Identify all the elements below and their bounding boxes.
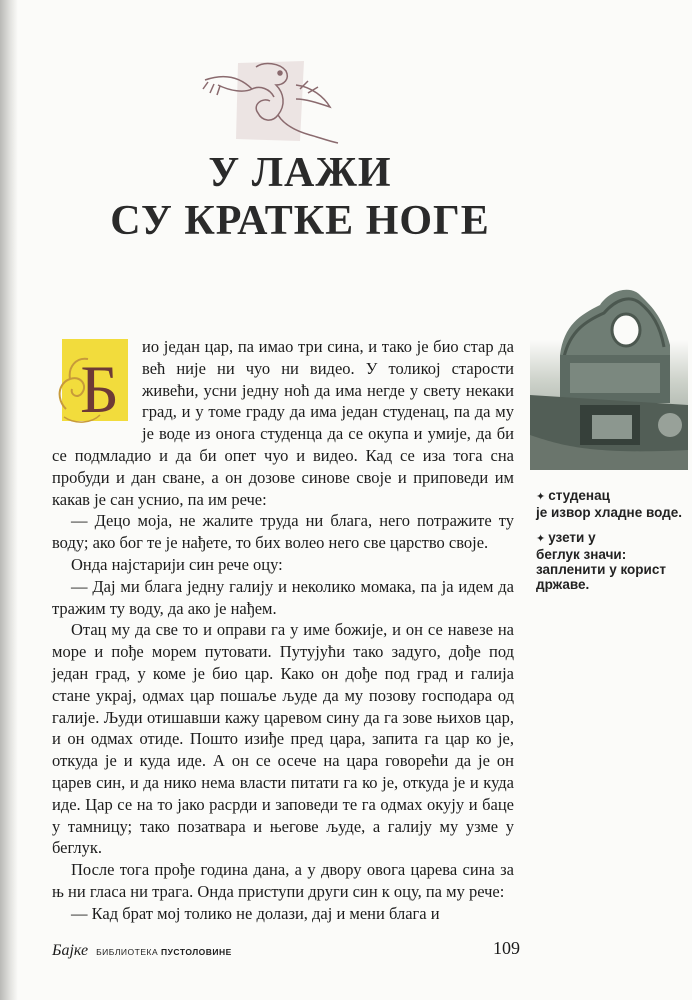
- paragraph-4: — Дај ми блага једну галију и неколико момака, па ја идем да тражим ту воду, да ако је нађем.: [52, 576, 514, 618]
- footer-series: [96, 947, 232, 957]
- footer-book-title: Бајке: [52, 942, 89, 959]
- title-line-2: СУ КРАТКЕ НОГЕ: [110, 198, 490, 244]
- glossary-note-1: [536, 488, 686, 520]
- bullet-icon: ✦: [536, 533, 546, 545]
- glossary-term-2: узети у: [548, 530, 596, 545]
- page-binding-shadow: [0, 0, 18, 1000]
- glossary-definition-1: је извор хладне воде.: [536, 505, 682, 520]
- paragraph-6: После тога прође година дана, а у двору овога царева сина за њ ни гласа ни трага. Онда приступи други син к оцу, па му рече:: [52, 860, 514, 901]
- paragraph-3: Онда најстарији син рече оцу:: [71, 554, 283, 574]
- glossary-note-2: [536, 530, 686, 592]
- bullet-icon: ✦: [536, 491, 546, 503]
- dragon-ornament: [200, 55, 340, 145]
- footer-series-light: БИБЛИОТЕКА: [96, 947, 159, 957]
- page-number: 109: [493, 938, 520, 958]
- glossary-definition-2: беглук значи: запленити у корист државе.: [536, 547, 666, 592]
- paragraph-1: ио један цар, па имао три сина, и тако је био стар да већ није ни чуо ни видео. У толикој старости живећи, усни једну ноћ да има негде у свету некаки град, и у томе граду да има један студенац, па да му је воде из онога студенца да се окупа и умије, да би се подмладио и да би опет чуо и видео. Кад се иза тога сна пробуди и дан сване, а он дозове синове своје и приповеди им какав је сан уснио, па им рече:: [52, 337, 514, 509]
- story-text: [52, 336, 514, 925]
- paragraph-7: — Кад брат мој толико не долази, дај и мени блага и: [71, 903, 440, 923]
- glossary-term-1: студенац: [548, 488, 610, 503]
- drop-cap: [52, 339, 134, 427]
- fountain-photo: [530, 285, 688, 470]
- sidebar-glossary: [536, 488, 686, 602]
- paragraph-5: Отац му да све то и оправи га у име божије, и он се навезе на море и пође морем путовати. Путујући тако задуго, дође под један град, у коме је био цар. Како он дође под град и галија стане украј, одмах цар пошаље људе да му позову господара од галије. Људи отишавши кажу царевом сину да га зове њихов цар, и он одмах отиде. Пошто изиђе пред цара, запита га цар ко је, откуда је и куда иде. А он се осече на цара говорећи да је он царев син, и да нико нема власти питати га ко је, откуда је и куда иде. Цар се на то јако расрди и заповеди те га одмах окују и баце у тамницу; тако позатвара и његове људе, а галију му узме у беглук.: [52, 620, 514, 858]
- footer-book-info: [52, 942, 232, 960]
- paragraph-2: — Децо моја, не жалите труда ни блага, него потражите ту воду; ако бог те је нађете, то бих волео него све царство своје.: [52, 511, 514, 553]
- title-line-1: У ЛАЖИ: [208, 150, 392, 196]
- drop-cap-letter: Б: [80, 351, 120, 427]
- footer-series-bold: ПУСТОЛОВИНЕ: [161, 947, 232, 957]
